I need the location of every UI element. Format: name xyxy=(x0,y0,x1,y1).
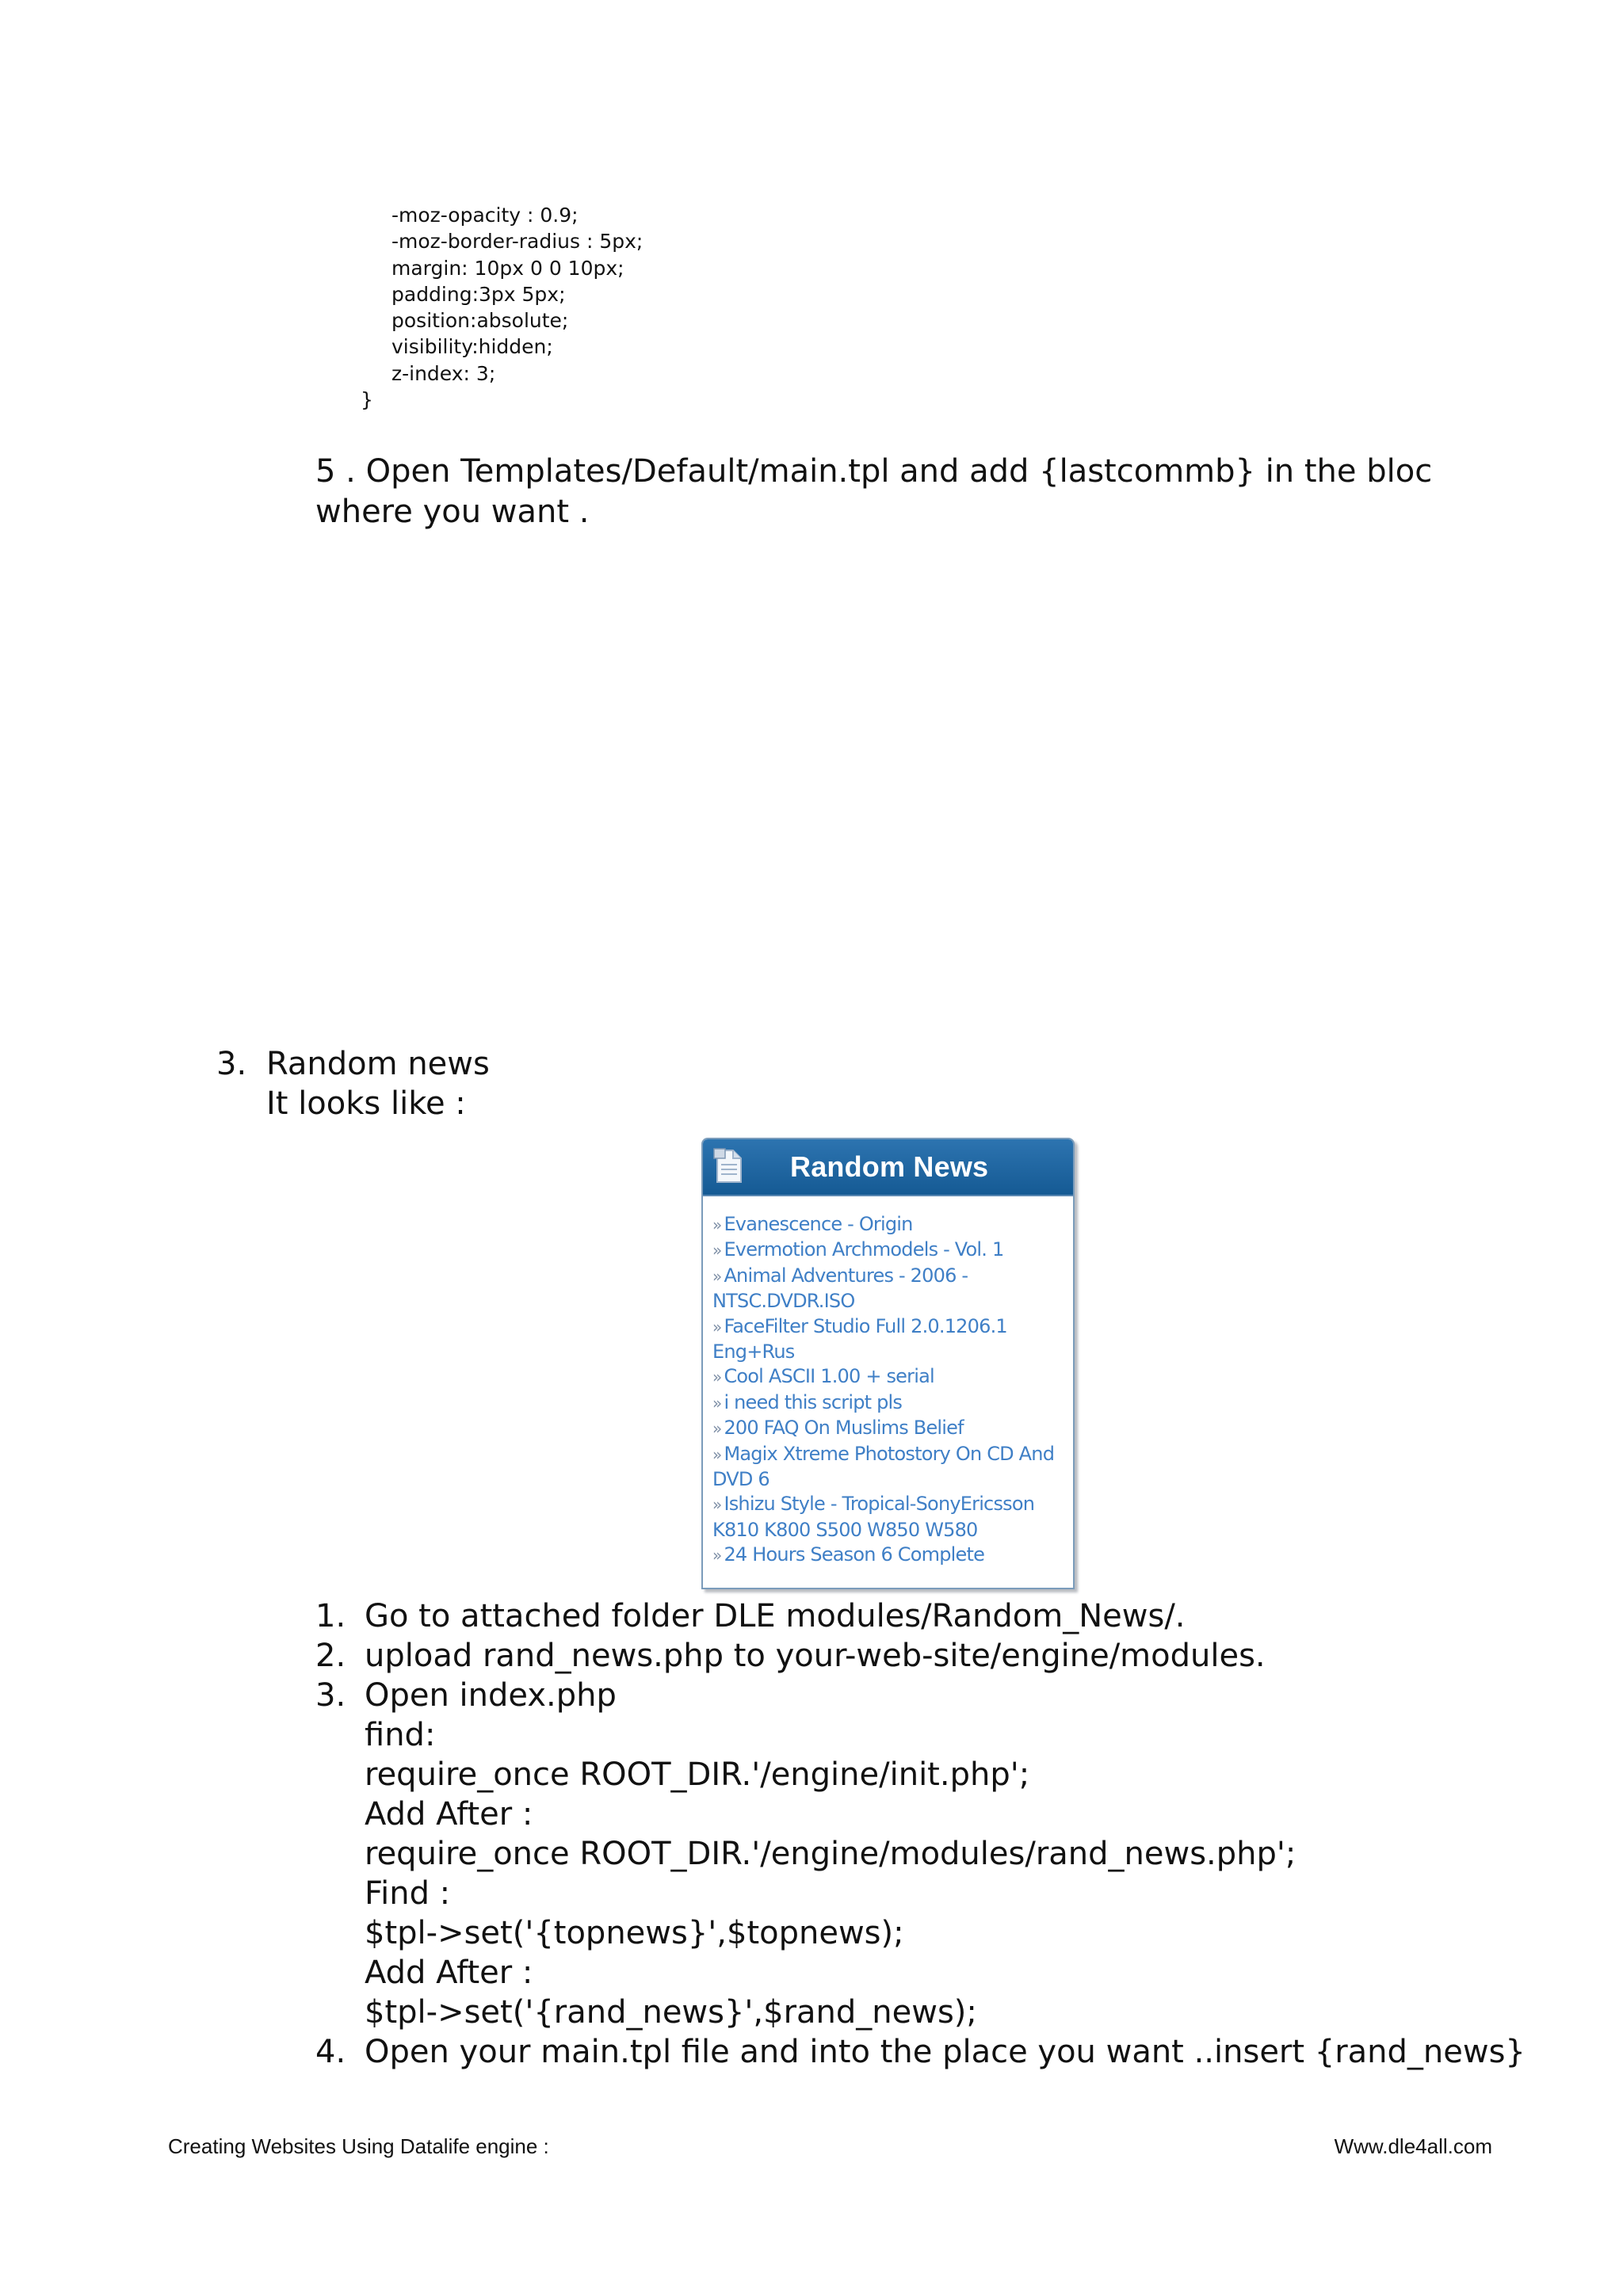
double-chevron-icon: » xyxy=(712,1495,722,1515)
step-text: find: xyxy=(365,1717,436,1753)
code-line: -moz-border-radius : 5px; xyxy=(391,230,643,254)
step-code: require_once ROOT_DIR.'/engine/modules/rand_news.php'; xyxy=(365,1836,1296,1872)
double-chevron-icon: » xyxy=(712,1444,722,1464)
step-code: require_once ROOT_DIR.'/engine/init.php'; xyxy=(365,1756,1030,1793)
code-line: margin: 10px 0 0 10px; xyxy=(391,256,624,280)
double-chevron-icon: » xyxy=(712,1393,722,1413)
step-5-instruction: 5 . Open Templates/Default/main.tpl and add {lastcommb} in the bloc where you want . xyxy=(315,453,1433,530)
news-link-label: Evanescence - Origin xyxy=(724,1213,913,1235)
news-link-label: Evermotion Archmodels - Vol. 1 xyxy=(724,1238,1004,1261)
news-link[interactable] xyxy=(712,1238,1067,1263)
step-code: $tpl->set('{topnews}',$topnews); xyxy=(365,1915,904,1951)
news-link-label: 200 FAQ On Muslims Belief xyxy=(724,1417,964,1440)
news-link-label: Animal Adventures - 2006 - NTSC.DVDR.ISO xyxy=(712,1264,968,1313)
code-line: -moz-opacity : 0.9; xyxy=(391,204,579,227)
news-link[interactable] xyxy=(712,1442,1067,1493)
news-link[interactable] xyxy=(712,1314,1067,1365)
step-code: $tpl->set('{rand_news}',$rand_news); xyxy=(365,1994,977,2031)
code-line: padding:3px 5px; xyxy=(391,282,566,306)
step-number: 4. xyxy=(315,2034,346,2070)
code-closing-brace: } xyxy=(361,388,373,412)
double-chevron-icon: » xyxy=(712,1241,722,1261)
widget-title: Random News xyxy=(790,1150,989,1183)
double-chevron-icon: » xyxy=(712,1266,722,1286)
step-text: Go to attached folder DLE modules/Random_News/. xyxy=(365,1598,1186,1634)
news-link-label: Cool ASCII 1.00 + serial xyxy=(724,1365,934,1388)
step-number: 3. xyxy=(315,1677,346,1714)
double-chevron-icon: » xyxy=(712,1419,722,1439)
news-link[interactable] xyxy=(712,1492,1067,1543)
step-text: Open index.php xyxy=(365,1677,617,1714)
installation-steps xyxy=(315,1596,1526,2072)
step-number: 2. xyxy=(315,1638,346,1674)
news-link-label: Magix Xtreme Photostory On CD And DVD 6 xyxy=(712,1442,1055,1491)
news-link[interactable] xyxy=(712,1212,1067,1238)
widget-header xyxy=(703,1139,1073,1196)
section-subtitle: It looks like : xyxy=(266,1085,466,1122)
step-text: Add After : xyxy=(365,1955,533,1991)
step-item xyxy=(315,1636,1526,1676)
step-item xyxy=(315,2032,1526,2072)
step-number: 1. xyxy=(315,1598,346,1634)
double-chevron-icon: » xyxy=(712,1215,722,1234)
document-icon xyxy=(712,1147,744,1185)
footer-left-text: Creating Websites Using Datalife engine : xyxy=(168,2134,549,2158)
news-link[interactable] xyxy=(712,1264,1067,1314)
news-link[interactable] xyxy=(712,1416,1067,1441)
code-line: position:absolute; xyxy=(391,309,569,333)
random-news-list xyxy=(703,1196,1073,1569)
news-link-label: Ishizu Style - Tropical-SonyEricsson K810 K800 S500 W850 W580 xyxy=(712,1493,1035,1541)
news-link[interactable] xyxy=(712,1543,1067,1568)
double-chevron-icon: » xyxy=(712,1546,722,1566)
step-text: Add After : xyxy=(365,1796,533,1833)
code-line: visibility:hidden; xyxy=(391,335,553,359)
step-text: Open your main.tpl file and into the place you want ..insert {rand_news} xyxy=(365,2034,1526,2070)
random-news-widget xyxy=(701,1138,1075,1589)
double-chevron-icon: » xyxy=(712,1317,722,1337)
news-link[interactable] xyxy=(712,1390,1067,1416)
code-line: z-index: 3; xyxy=(391,361,496,385)
step-text: upload rand_news.php to your-web-site/engine/modules. xyxy=(365,1638,1266,1674)
step-text: Find : xyxy=(365,1875,451,1912)
double-chevron-icon: » xyxy=(712,1367,722,1387)
news-link-label: 24 Hours Season 6 Complete xyxy=(724,1543,985,1566)
news-link-label: i need this script pls xyxy=(724,1390,903,1413)
step-item xyxy=(315,1676,1526,2032)
section-number: 3. xyxy=(216,1046,247,1082)
step-item xyxy=(315,1596,1526,1636)
footer-site-link[interactable]: Www.dle4all.com xyxy=(1334,2134,1492,2158)
news-link[interactable] xyxy=(712,1364,1067,1390)
section-title: Random news xyxy=(266,1046,490,1082)
css-code-snippet xyxy=(361,202,643,413)
news-link-label: FaceFilter Studio Full 2.0.1206.1 Eng+Rus xyxy=(712,1314,1007,1363)
